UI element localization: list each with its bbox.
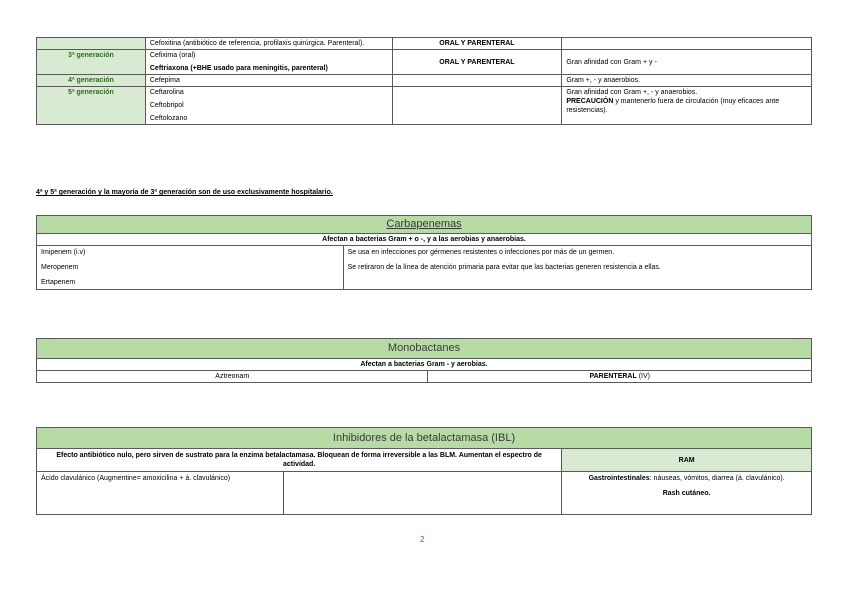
drug-name: Ceftriaxona (+BHE usado para meningitis, parenteral) — [149, 65, 328, 72]
drug-name: Ceftobripol — [149, 102, 184, 109]
note-text: Gran afinidad con Gram +, - y anaerobios. — [566, 89, 698, 96]
drug-name: Cefixima (oral) — [149, 52, 196, 59]
table-row — [37, 449, 812, 472]
drug-cell: Ácido clavulánico (Augmentine= amoxicilina + á. clavulánico) — [37, 472, 284, 515]
drug-list — [37, 246, 344, 290]
route-cell — [428, 371, 812, 383]
ibl-table — [36, 427, 812, 515]
ram-text — [566, 474, 807, 483]
monobactanes-table — [36, 338, 812, 383]
route-detail: (IV) — [636, 373, 651, 380]
ram-detail: : náuseas, vómitos, diarrea (á. clavulánico). — [649, 475, 785, 482]
precaution-text: y mantenerlo fuera de circulación (muy eficaces ante resistencias). — [566, 98, 780, 114]
ram-header: RAM — [562, 449, 812, 472]
cephalosporin-table — [36, 37, 812, 125]
route-label: PARENTERAL — [589, 373, 637, 380]
table-row — [37, 75, 812, 87]
drug-name: Ceftolozano — [149, 115, 188, 122]
drug-name: Imipenem (i.v) — [41, 249, 86, 256]
note-cell: Gran afinidad con Gram + y - — [562, 50, 812, 75]
generation-label: 3ª generación — [37, 50, 146, 75]
note-text: Se usa en infecciones por gérmenes resistentes o infecciones por más de un germen. — [347, 249, 615, 256]
generation-cell — [37, 38, 146, 50]
route-cell — [392, 87, 562, 125]
page-number: 2 — [420, 535, 425, 544]
table-row — [37, 87, 812, 125]
note-cell — [562, 87, 812, 125]
note-text — [566, 97, 807, 115]
drug-name: Ertapenem — [41, 279, 76, 286]
table-row — [37, 246, 812, 290]
drug-cell — [145, 87, 392, 125]
drug-name: Meropenem — [41, 264, 79, 271]
ram-category: Gastrointestinales — [588, 475, 650, 482]
section-subtitle: Afectan a bacterias Gram + o -, y a las aerobias y anaerobias. — [37, 234, 812, 246]
note-cell: Gram +, - y anaerobios. — [562, 75, 812, 87]
drug-name: Ceftarolina — [149, 89, 184, 96]
section-subtitle: Afectan a bacterias Gram - y aerobias. — [37, 359, 812, 371]
route-cell: ORAL Y PARENTERAL — [392, 38, 562, 50]
route-cell: ORAL Y PARENTERAL — [392, 50, 562, 75]
hospital-note: 4ª y 5ª generación y la mayoría de 3ª generación son de uso exclusivamente hospitalario. — [36, 189, 333, 196]
table-row — [37, 38, 812, 50]
note-text: Se retiraron de la línea de atención primaria para evitar que las bacterias generen resistencia a ellas. — [347, 264, 661, 271]
table-row — [37, 371, 812, 383]
ram-cell — [562, 472, 812, 515]
drug-cell — [145, 50, 392, 75]
drug-cell: Cefoxitina (antibiótico de referencia, profilaxis quirúrgica. Parenteral). — [145, 38, 392, 50]
route-cell — [392, 75, 562, 87]
section-title: Monobactanes — [37, 339, 812, 359]
effect-description: Efecto antibiótico nulo, pero sirven de sustrato para la enzima betalactamasa. Bloquean de forma irreversible a las BLM. Aumentan el espectro de actividad. — [37, 449, 562, 472]
table-row — [37, 472, 812, 515]
carbapenemas-table — [36, 215, 812, 290]
section-title: Carbapenemas — [37, 216, 812, 234]
section-title: Inhibidores de la betalactamasa (IBL) — [37, 428, 812, 449]
rash-text: Rash cutáneo. — [662, 490, 711, 497]
precaution-label: PRECAUCIÓN — [566, 98, 614, 105]
drug-cell: Aztreonam — [37, 371, 428, 383]
generation-label: 5ª generación — [37, 87, 146, 125]
notes-cell — [343, 246, 811, 290]
generation-label: 4ª generación — [37, 75, 146, 87]
table-row — [37, 50, 812, 75]
empty-cell — [283, 472, 562, 515]
drug-cell: Cefepima — [145, 75, 392, 87]
note-cell — [562, 38, 812, 50]
